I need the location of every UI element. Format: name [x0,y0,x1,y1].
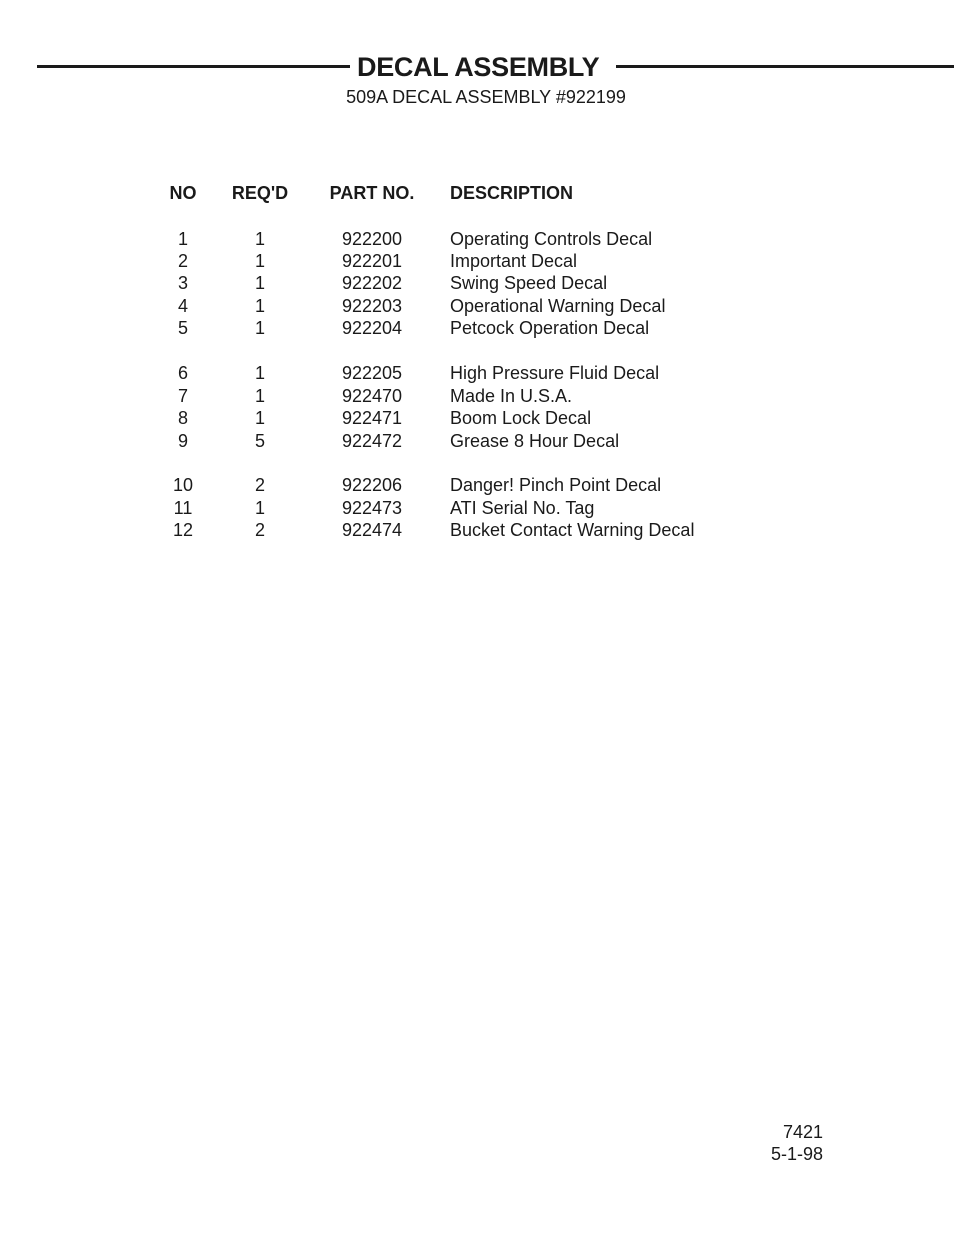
column-header-part-no: PART NO. [329,183,415,203]
cell-no: 4 [177,296,188,316]
cell-reqd: 1 [254,363,265,383]
cell-description: Made In U.S.A. [450,386,573,406]
cell-reqd: 1 [254,318,265,338]
cell-description: Operating Controls Decal [450,229,653,249]
cell-reqd: 5 [254,431,265,451]
cell-reqd: 1 [254,229,265,249]
page-title: DECAL ASSEMBLY [357,52,600,82]
cell-part-no: 922201 [341,251,403,271]
cell-reqd: 1 [254,498,265,518]
table-row [0,317,954,339]
cell-description: Petcock Operation Decal [450,318,650,338]
cell-no: 3 [177,273,188,293]
document-number: 7421 [782,1122,823,1142]
cell-no: 8 [177,408,188,428]
column-header-no: NO [169,183,197,203]
table-row [0,407,954,429]
cell-description: Operational Warning Decal [450,296,666,316]
table-row [0,385,954,407]
cell-reqd: 1 [254,296,265,316]
cell-part-no: 922204 [341,318,403,338]
title-rule-right [616,65,954,68]
cell-description: Swing Speed Decal [450,273,608,293]
cell-part-no: 922206 [341,475,403,495]
cell-description: Danger! Pinch Point Decal [450,475,662,495]
cell-reqd: 1 [254,251,265,271]
table-row [0,250,954,272]
cell-part-no: 922474 [341,520,403,540]
cell-no: 9 [177,431,188,451]
title-rule-left [37,65,350,68]
revision-date: 5-1-98 [770,1144,823,1164]
cell-no: 7 [177,386,188,406]
cell-description: ATI Serial No. Tag [450,498,595,518]
cell-description: Important Decal [450,251,578,271]
cell-description: Grease 8 Hour Decal [450,431,620,451]
column-header-reqd: REQ'D [231,183,289,203]
cell-reqd: 1 [254,386,265,406]
column-header-description: DESCRIPTION [450,183,574,203]
table-row [0,519,954,541]
cell-reqd: 2 [254,520,265,540]
cell-no: 12 [172,520,194,540]
table-row [0,474,954,496]
cell-part-no: 922203 [341,296,403,316]
cell-description: Bucket Contact Warning Decal [450,520,695,540]
cell-description: High Pressure Fluid Decal [450,363,660,383]
table-row [0,272,954,294]
cell-no: 6 [177,363,188,383]
table-row [0,295,954,317]
cell-part-no: 922202 [341,273,403,293]
page-subtitle: 509A DECAL ASSEMBLY #922199 [346,87,626,107]
cell-no: 2 [177,251,188,271]
table-row [0,497,954,519]
cell-part-no: 922471 [341,408,403,428]
cell-reqd: 1 [254,408,265,428]
cell-part-no: 922472 [341,431,403,451]
cell-part-no: 922473 [341,498,403,518]
cell-no: 11 [173,498,193,518]
cell-part-no: 922200 [341,229,403,249]
cell-no: 10 [172,475,194,495]
cell-part-no: 922470 [341,386,403,406]
cell-no: 1 [177,229,188,249]
cell-part-no: 922205 [341,363,403,383]
table-row [0,362,954,384]
cell-reqd: 2 [254,475,265,495]
cell-description: Boom Lock Decal [450,408,592,428]
table-row [0,430,954,452]
cell-reqd: 1 [254,273,265,293]
table-row [0,228,954,250]
cell-no: 5 [177,318,188,338]
